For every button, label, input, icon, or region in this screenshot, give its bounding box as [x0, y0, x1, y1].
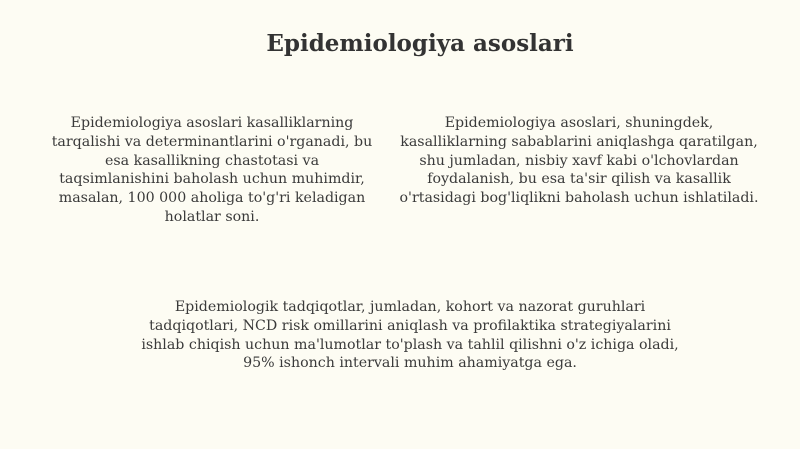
slide-title: Epidemiologiya asoslari: [266, 30, 574, 57]
paragraph-right: Epidemiologiya asoslari, shuningdek, kasalliklarning sabablarini aniqlashga qaratilgan, shu jumladan, nisbiy xavf kabi o'lchovlardan foydalanish, bu esa ta'sir qilish va kasallik o'rtasidagi bog'liqlikni baholash uchun ishlatiladi.: [399, 115, 759, 207]
paragraph-bottom: Epidemiologik tadqiqotlar, jumladan, kohort va nazorat guruhlari tadqiqotlari, NCD risk omillarini aniqlash va profilaktika strategiyalarini ishlab chiqish uchun ma'lumotlar to'plash va tahlil qilishni o'z ichiga oladi, 95% ishonch intervali muhim ahamiyatga ega.: [141, 299, 679, 372]
paragraph-left: Epidemiologiya asoslari kasalliklarning tarqalishi va determinantlarini o'rganadi, bu esa kasallikning chastotasi va taqsimlanishini baholash uchun muhimdir, masalan, 100 000 aholiga to'g'ri keladigan holatlar soni.: [51, 115, 373, 225]
